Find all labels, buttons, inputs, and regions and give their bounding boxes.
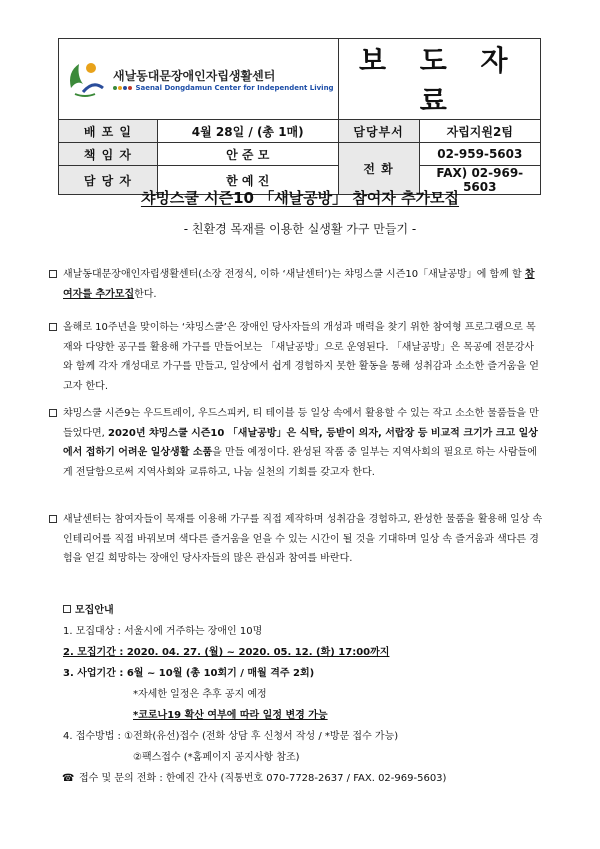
logo [63, 58, 334, 100]
checkbox-icon [49, 270, 57, 278]
paragraph-3: 챠밍스쿨 시즌9는 우드트레이, 우드스피커, 티 테이블 등 일상 속에서 활용할 수 있는 작고 소소한 물품들을 만들었다면, 2020년 챠밍스쿨 시즌10 「새날공방」은 식탁, 등받이 의자, 서랍장 등 비교적 크기가 크고 일상에서 접하기 어려운 일상생활 소품을 만들 예정이다. 완성된 작품 중 일부는 지역사회의 필요로 하는 사람들에게 전달함으로써 지역사회와 교류하고, 나눔 실천의 기회를 갖고자 한다. [63, 404, 543, 482]
subheadline: - 친환경 목재를 이용한 실생활 가구 만들기 - [183, 222, 417, 236]
program-note-1: *자세한 일정은 추후 공지 예정 [133, 689, 267, 700]
recruit-period: 2. 모집기간 : 2020. 04. 27. (월) ~ 2020. 05. 12. (화) 17:00까지 [63, 647, 390, 658]
release-date: 4월 28일 / (총 1매) [157, 120, 338, 143]
contact-line: ☎ 접수 및 문의 전화 : 한예진 간사 (직통번호 070-7728-2637 / FAX. 02-969-5603) [63, 768, 543, 789]
phone-number: 02-959-5603 [419, 143, 540, 166]
label-contact-person: 담 당 자 [59, 166, 158, 195]
recruit-heading: 모집안내 [63, 600, 543, 621]
logo-cell [59, 39, 339, 120]
doc-type-title: 보 도 자 료 [338, 39, 540, 120]
program-period: 3. 사업기간 : 6월 ~ 10월 (총 10회기 / 매월 격주 2회) [63, 668, 315, 679]
header-table [58, 38, 541, 195]
responsible-person: 안 준 모 [157, 143, 338, 166]
label-phone: 전 화 [338, 143, 419, 195]
phone-icon: ☎ [62, 773, 75, 784]
recruit-info [63, 600, 543, 789]
paragraph-2: 올해로 10주년을 맞이하는 ‘챠밍스쿨’은 장애인 당사자들의 개성과 매력을 찾기 위한 참여형 프로그램으로 목재와 다양한 공구를 활용해 가구를 만들어보는 「새날공방」으로 운영된다. 「새날공방」은 목공예 전문강사와 함께 각자 개성대로 가구를 만들고, 일상에서 쉽게 경험하지 못한 활동을 통해 성취감과 소소한 즐거움을 얻고자 한다. [63, 318, 543, 396]
paragraph-1: 새날동대문장애인자립생활센터(소장 전정식, 이하 ‘새날센터’)는 챠밍스쿨 시즌10「새날공방」에 함께 할 참여자를 추가모집한다. [63, 265, 543, 304]
checkbox-icon [49, 409, 57, 417]
label-release-date: 배 포 일 [59, 120, 158, 143]
department: 자립지원2팀 [419, 120, 540, 143]
checkbox-icon [49, 515, 57, 523]
label-responsible: 책 임 자 [59, 143, 158, 166]
paragraph-4: 새날센터는 참여자들이 목재를 이용해 가구를 직접 제작하며 성취감을 경험하고, 완성한 물품을 활용해 일상 속 인테리어를 직접 바꿔보며 색다른 즐거움을 얻을 수 있는 시간이 될 것을 기대하며 일상 속 즐거움과 색다른 경험을 얻길 희망하는 장애인 당사자들의 많은 관심과 참여를 바란다. [63, 510, 543, 569]
recruit-target: 1. 모집대상 : 서울시에 거주하는 장애인 10명 [63, 626, 263, 637]
fax-number: FAX) 02-969-5603 [419, 166, 540, 195]
apply-method-1: 4. 접수방법 : ①전화(유선)접수 (전화 상담 후 신청서 작성 / *방문 접수 가능) [63, 731, 399, 742]
checkbox-icon [63, 605, 71, 613]
apply-method-2: ②팩스접수 (*홈페이지 공지사항 참조) [133, 752, 300, 763]
program-note-2: *코로나19 확산 여부에 따라 일정 변경 가능 [133, 710, 328, 721]
label-department: 담당부서 [338, 120, 419, 143]
org-name-en: Saenal Dongdamun Center for Independent Living [113, 84, 334, 92]
org-name: 새날동대문장애인자립생활센터 [113, 68, 276, 83]
logo-mark-icon [63, 58, 107, 100]
checkbox-icon [49, 323, 57, 331]
contact-person: 한 예 진 [157, 166, 338, 195]
headline: 챠밍스쿨 시즌10 「새날공방」 참여자 추가모집 [140, 189, 460, 207]
